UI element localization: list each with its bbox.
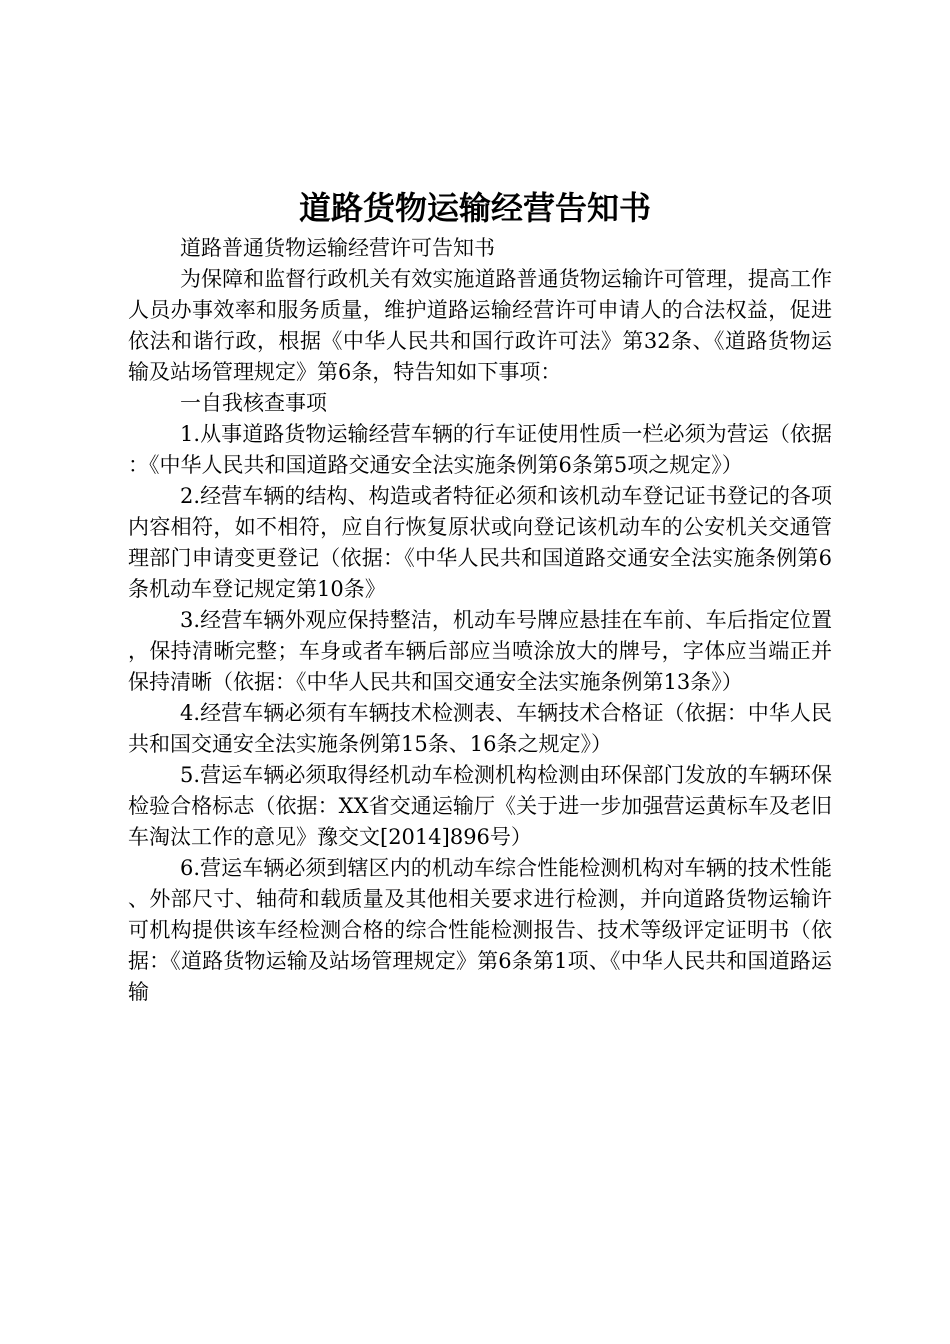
document-title: 道路货物运输经营告知书: [298, 189, 651, 227]
paragraph-subtitle: 道路普通货物运输经营许可告知书: [180, 236, 495, 260]
list-item-5: 5.营运车辆必须取得经机动车检测机构检测由环保部门发放的车辆环保检验合格标志（依据：XX省交通运输厅《关于进一步加强营运黄标车及老旧车淘汰工作的意见》豫交文[2014]896号）: [128, 763, 832, 849]
list-item-2: 2.经营车辆的结构、构造或者特征必须和该机动车登记证书登记的各项内容相符，如不相符，应自行恢复原状或向登记该机动车的公安机关交通管理部门申请变更登记（依据：《中华人民共和国道路交通安全法实施条例第6条机动车登记规定第10条》: [128, 484, 832, 601]
list-item-4: 4.经营车辆必须有车辆技术检测表、车辆技术合格证（依据：中华人民共和国交通安全法实施条例第15条、16条之规定》）: [128, 701, 832, 756]
list-item-1: 1.从事道路货物运输经营车辆的行车证使用性质一栏必须为营运（依据：《中华人民共和国道路交通安全法实施条例第6条第5项之规定》）: [128, 422, 832, 477]
section-heading: 一自我核查事项: [180, 391, 327, 415]
list-item-6: 6.营运车辆必须到辖区内的机动车综合性能检测机构对车辆的技术性能、外部尺寸、轴荷和载质量及其他相关要求进行检测，并向道路货物运输许可机构提供该车经检测合格的综合性能检测报告、技术等级评定证明书（依据：《道路货物运输及站场管理规定》第6条第1项、《中华人民共和国道路运输: [128, 856, 832, 1004]
document-body: [128, 233, 832, 1008]
list-item-3: 3.经营车辆外观应保持整洁，机动车号牌应悬挂在车前、车后指定位置，保持清晰完整；车身或者车辆后部应当喷涂放大的牌号，字体应当端正并保持清晰（依据：《中华人民共和国交通安全法实施条例第13条》）: [128, 608, 832, 694]
paragraph-intro: 为保障和监督行政机关有效实施道路普通货物运输许可管理，提高工作人员办事效率和服务质量，维护道路运输经营许可申请人的合法权益，促进依法和谐行政，根据《中华人民共和国行政许可法》第32条、《道路货物运输及站场管理规定》第6条，特告知如下事项：: [128, 267, 832, 384]
